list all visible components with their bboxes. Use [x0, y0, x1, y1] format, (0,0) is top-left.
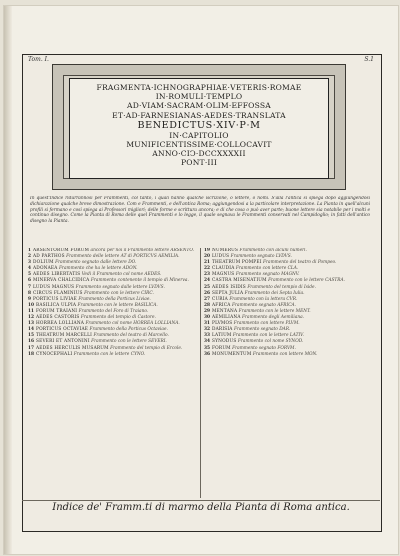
entry-note: Frammento del Foro di Traiano.: [78, 308, 149, 314]
index-entry: [28, 303, 196, 309]
entry-note: Frammento con le lettere SEVERI.: [91, 339, 167, 345]
entry-number: 29: [204, 308, 210, 314]
index-entry: [28, 291, 196, 297]
plate-caption: Indice de' Framm.ti di marmo della Pianta di Roma antica.: [52, 502, 350, 513]
index-entry: [204, 254, 372, 260]
entry-heading: MONUMENTUM: [211, 351, 252, 357]
entry-heading: CLAUDIA: [211, 266, 235, 272]
entry-heading: CYNOCEPHALI: [35, 351, 73, 357]
entry-number: 9: [28, 296, 31, 302]
entry-heading: AEDES CASTORIS: [35, 315, 80, 321]
entry-note: Frammento contenente il tempio di Minerva.: [90, 278, 189, 284]
index-entry: [204, 278, 372, 284]
index-entry: [204, 333, 372, 339]
inscription-line-pope: BENEDICTUS·XIV·P·M: [137, 119, 261, 131]
entry-heading: THEATRUM POMPEI: [211, 260, 262, 266]
binding-edge: [4, 6, 12, 554]
index-entry: [28, 315, 196, 321]
inscription-line: AD·VIAM·SACRAM·OLIM·EFFOSSA: [127, 101, 271, 111]
inscription-line: MUNIFICENTISSIME·COLLOCAVIT: [126, 140, 272, 150]
index-entry: [28, 333, 196, 339]
entry-note: Frammento segnato LVDVS.: [230, 254, 292, 260]
entry-note: Frammento con le lettere BASILICA.: [77, 302, 158, 308]
entry-note: Frammento segnato dalle lettere DO.: [55, 260, 137, 266]
index-column-left: [28, 248, 196, 498]
entry-note: Frammento dei Septa Iulia.: [244, 290, 305, 296]
inscription-line: FRAGMENTA·ICHNOGRAPHIAE·VETERIS·ROMAE: [96, 83, 302, 92]
entry-note: Frammento della Porticus Octaviae.: [89, 327, 168, 333]
entry-number: 36: [204, 351, 210, 357]
entry-note: Frammento con le lettere CASTRA.: [268, 278, 345, 284]
index-column-right: [204, 248, 372, 498]
entry-heading: BASILICA ULPIA: [35, 302, 77, 308]
entry-note: Frammento segnato MAGNV.: [235, 272, 300, 278]
inscription-tablet: [69, 78, 329, 179]
index-entry: [204, 260, 372, 266]
index-entry: [28, 321, 196, 327]
entry-number: 27: [204, 296, 210, 302]
inscription-line: ET·AD·FARNESIANAS·AEDES·TRANSLATA: [112, 110, 286, 120]
entry-note: Frammento con le lettere MENT.: [238, 308, 311, 314]
plate-number: S.1: [364, 56, 374, 63]
entry-note: ancora per noi il Frammento lettere ARSENTO.: [90, 248, 195, 253]
entry-heading: CURIA: [211, 296, 228, 302]
entry-number: 23: [204, 272, 210, 278]
entry-number: 31: [204, 321, 210, 327]
entry-number: 34: [204, 339, 210, 345]
entry-heading: MENTANA: [211, 308, 238, 314]
column-divider: [200, 248, 201, 498]
entry-note: Frammento del teatro di Marcello.: [93, 333, 169, 339]
entry-note: Frammento con le lettere CYNO.: [73, 351, 146, 357]
entry-note: Frammento delle lettere AT di PORTICVS AEMILIA.: [66, 254, 180, 260]
index-entry: [28, 346, 196, 352]
entry-number: 7: [28, 284, 31, 290]
index-entry: [204, 315, 372, 321]
entry-number: 19: [204, 248, 210, 253]
entry-heading: AD PARTHOS: [33, 254, 65, 260]
entry-number: 3: [28, 260, 31, 266]
entry-note: Frammento della Porticus Liviae.: [78, 296, 151, 302]
index-entry: [28, 339, 196, 345]
entry-heading: AEDES HERCULIS MUSARUM: [35, 345, 109, 351]
entry-number: 25: [204, 284, 210, 290]
caption-rule: [22, 500, 380, 501]
entry-heading: PORTICUS LIVIAE: [33, 296, 77, 302]
inscription-line: PONT·III: [180, 158, 218, 168]
inscription-frame: [52, 64, 346, 190]
entry-number: 20: [204, 254, 210, 260]
entry-note: Frammento degli Aemiliana.: [242, 315, 305, 321]
index-entry: [28, 278, 196, 284]
entry-heading: AFRICA: [211, 302, 231, 308]
entry-heading: DARISIA: [211, 327, 233, 333]
index-entry: [204, 346, 372, 352]
index-entry: [28, 352, 196, 358]
entry-number: 2: [28, 254, 31, 260]
entry-heading: MINERVA CHALCIDICA: [33, 278, 90, 284]
index-entry: [204, 297, 372, 303]
entry-heading: SEVERI ET ANTONINI: [35, 339, 90, 345]
index-entry: [28, 260, 196, 266]
index-entry: [204, 291, 372, 297]
entry-note: Frammento del tempio di Castore.: [80, 315, 156, 321]
entry-heading: LUDUS MAGNUS: [33, 284, 75, 290]
entry-note: Frammento col nome HORREA LOLLIANA.: [85, 321, 180, 327]
entry-heading: LATIUM: [211, 333, 232, 339]
entry-note: Frammento che ha le lettere ADON.: [58, 266, 138, 272]
entry-heading: ARSENTORUM FORUM: [33, 248, 90, 253]
entry-number: 28: [204, 302, 210, 308]
entry-heading: HORREA LOLLIANA: [35, 321, 85, 327]
index-entry: [204, 352, 372, 358]
entry-heading: FORUM: [211, 345, 231, 351]
entry-number: 15: [28, 333, 34, 339]
entry-heading: CASTRA MISENATIUM: [211, 278, 267, 284]
tome-label: Tom. I.: [28, 56, 49, 63]
entry-note: Frammento con la lettera CVR.: [229, 296, 298, 302]
entry-note: Frammento segnato DAR.: [233, 327, 291, 333]
index-entry: [204, 285, 372, 291]
entry-number: 5: [28, 272, 31, 278]
entry-note: Frammento con le lettere LATIV.: [232, 333, 304, 339]
inscription-line: IN·ROMULI·TEMPLO: [155, 92, 243, 102]
entry-number: 10: [28, 302, 34, 308]
entry-number: 12: [28, 315, 34, 321]
entry-number: 14: [28, 327, 34, 333]
entry-number: 8: [28, 290, 31, 296]
entry-heading: LUDUS: [211, 254, 230, 260]
entry-heading: THEATRUM MARCELLI: [35, 333, 93, 339]
entry-heading: PORTICUS OCTAVIAE: [35, 327, 89, 333]
index-entry: [28, 285, 196, 291]
entry-heading: FORUM TRAIANI: [35, 308, 78, 314]
index-entry: [204, 266, 372, 272]
entry-number: 33: [204, 333, 210, 339]
index-entry: [204, 339, 372, 345]
entry-note: Vedi il Frammento col nome AEDES.: [81, 272, 162, 278]
index-entry: [28, 248, 196, 254]
entry-heading: AEDES ISIDIS: [211, 284, 246, 290]
inscription-line: IN·CAPITOLIO: [169, 130, 229, 140]
entry-number: 24: [204, 278, 210, 284]
entry-heading: PLVMOS: [211, 321, 233, 327]
entry-note: Frammento segnato AFRICA.: [231, 302, 296, 308]
entry-number: 21: [204, 260, 210, 266]
entry-number: 18: [28, 351, 34, 357]
entry-note: Frammento segnato dalle lettere LVDVS.: [75, 284, 165, 290]
index-entry: [28, 254, 196, 260]
index-entry: [204, 327, 372, 333]
intro-paragraph: In quest'Indice ridurrannosi per Frammenti, col tanto, i quali hanno qualche iscrizione, o lettere, o nomi. S'alla l'antica si spiega dopo aggiungendosi dichiarazione qualche breve dimostrazione. Com e Frammenti, e dell'antica Roma; aggiungendosi a la particolare interpretazione. La Pianta in quell'alcuni profili si fermano e così spiega ai Professori migliori; delle forme e scrittura ancora; e di che cosa o può aver parte; buone lettere sia notabile per i molti e continuo disegno. Come la Pianta di Roma delle quel Frammenti e lo legge, il quale segnava le Frammenti conservati nel Campidoglio; in fatti dell'antico disegno la Pianta.: [30, 196, 370, 225]
entry-note: Frammento del tempio di Ercole.: [110, 345, 183, 351]
entry-number: 16: [28, 339, 34, 345]
entry-note: Frammento con lettere PLVM.: [233, 321, 300, 327]
entry-heading: NUMERUS: [211, 248, 239, 253]
index-entry: [204, 309, 372, 315]
index-entry: [204, 248, 372, 254]
entry-number: 32: [204, 327, 210, 333]
entry-heading: SEPTA JULIA: [211, 290, 244, 296]
index-entry: [28, 309, 196, 315]
entry-heading: MAGNUS: [211, 272, 235, 278]
entry-note: Frammento segnato FORVM.: [232, 345, 296, 351]
index-entry: [204, 303, 372, 309]
entry-heading: ADONAEA: [33, 266, 58, 272]
entry-heading: AEDES LIBERTATIS: [33, 272, 81, 278]
entry-note: Frammento con lettere MON.: [252, 351, 318, 357]
entry-note: Frammento del tempio di Iside.: [247, 284, 316, 290]
index-entry: [28, 327, 196, 333]
index-entry: [28, 272, 196, 278]
entry-number: 11: [28, 308, 34, 314]
entry-note: Frammento con alcuni numeri.: [239, 248, 307, 253]
index-entry: [204, 321, 372, 327]
entry-number: 22: [204, 266, 210, 272]
entry-number: 13: [28, 321, 34, 327]
index-entry: [204, 272, 372, 278]
entry-number: 17: [28, 345, 34, 351]
entry-number: 30: [204, 315, 210, 321]
index-entry: [28, 297, 196, 303]
entry-number: 35: [204, 345, 210, 351]
index-entry: [28, 266, 196, 272]
inscription-line: ANNO·CIↃ·DCCXXXXII: [152, 149, 246, 159]
entry-note: Frammento con lettere CLA.: [235, 266, 299, 272]
entry-heading: AEMILIANA: [211, 315, 241, 321]
entry-note: Frammento del teatro di Pompeo.: [263, 260, 337, 266]
entry-number: 4: [28, 266, 31, 272]
entry-number: 1: [28, 248, 31, 253]
index-columns: [28, 248, 372, 498]
entry-number: 6: [28, 278, 31, 284]
entry-note: Frammento con le lettere CIRC.: [84, 290, 154, 296]
entry-note: Frammento col nome SYNOD.: [237, 339, 304, 345]
entry-heading: CIRCUS FLAMINIUS: [33, 290, 83, 296]
entry-heading: DOLIUM: [33, 260, 54, 266]
entry-heading: SYNODUS: [211, 339, 237, 345]
entry-number: 26: [204, 290, 210, 296]
